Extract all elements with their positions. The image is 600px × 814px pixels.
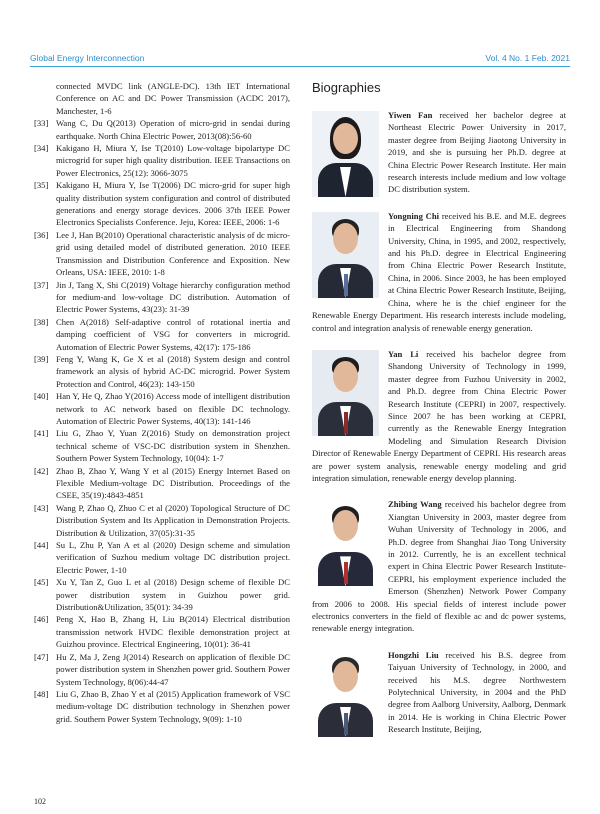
page-number: 102 [34, 797, 46, 806]
biographies-column [312, 80, 566, 750]
journal-name: Global Energy Interconnection [30, 53, 145, 63]
reference-item: [40] Han Y, He Q, Zhao Y(2016) Access mode of intelligent distribution network to AC network based on flexible DC technology. Automation of Electric Power Systems, 40(13): 141-146 [34, 391, 290, 426]
reference-item: [42] Zhao B, Zhao Y, Wang Y et al (2015) Energy Internet Based on Flexible Medium-voltage DC Distribution. Proceedings of the CSEE, 35(19):4843-4851 [34, 465, 290, 501]
reference-item: [43] Wang P, Zhao Q, Zhuo C et al (2020) Topological Structure of DC Distribution System and Its Application in Demonstration Projects. Distribution & Utilization, 37(05):31-35 [34, 502, 290, 538]
reference-item: [35] Kakigano H, Miura Y, Ise T(2006) DC micro-grid for super high quality distribution system configuration and control of distributed generations and energy storage devices. 2006 37th IEEE Power Electronics Specialists Conference. Jeju, Korea: IEEE, 2006: 1-6 [34, 180, 290, 228]
biography-zhibing-wang: Zhibing Wang received his bachelor degree from Xiangtan University in 2003, master degree from Wuhan University of Technology in 2006, and Ph.D. degree from Shanghai Jiao Tong University in 2012. Currently, he is an excellent technical expert in China Electric Power Research Institute-CEPRI, his employment experience included the Emerson (Shenzhen) Network Power Company from 2006 to 2008. His special fields of interest include power electronics converters in the field of flexible ac and dc power systems, renewable energy integration. [312, 499, 566, 634]
reference-item: [46] Peng X, Hao B, Zhang H, Liu B(2014) Electrical distribution transmission network HVDC flexible demonstration project at Guizhou province. Electrical Engineering, 10(01): 36-41 [34, 614, 290, 650]
reference-item: [38] Chen A(2018) Self-adaptive control of rotational inertia and damping coefficient of VSG for converters in microgrid. Automation of Electric Power Systems, 42(17): 175-186 [34, 316, 290, 352]
author-photo [312, 212, 379, 298]
issue-info: Vol. 4 No. 1 Feb. 2021 [485, 53, 570, 63]
biography-yiwen-fan: Yiwen Fan received her bachelor degree at Northeast Electric Power University in 2017, master degree from Beijing Jiaotong University in 2019, and she is pursuing her Ph.D. degree at China Electric Power Research Institute. Her main research interests include medium and low voltage DC distribution system. [312, 109, 566, 196]
biography-yongning-chi: Yongning Chi received his B.E. and M.E. degrees in Electrical Engineering from Shandong University, China, in 1995, and 2002, respectively, and his Ph.D. degree in Electrical Engineering from China Electric Power Research Institute, China, in 2006. Since 2003, he has been employed at China Electric Power Research Institute, Beijing, China, where he is the chief engineer for the Renewable Energy Department. His research interests include modeling, control and integration analysis of renewable energy generation. [312, 210, 566, 333]
biography-hongzhi-liu: Hongzhi Liu received his B.S. degree from Taiyuan University of Technology, in 2000, and received his M.S. degree Northwestern Polytechnical University, in 2004 and the PhD degree from Aalborg University, Aalborg, Denmark in 2014. He is working in China Electric Power Research Institute, Beijing, [312, 649, 566, 736]
reference-item: [33] Wang C, Du Q(2013) Operation of micro-grid in sendai during earthquake. North China Electric Power, 2013(08):56-60 [34, 118, 290, 141]
biographies-heading: Biographies [312, 80, 381, 95]
author-photo [312, 111, 379, 197]
author-photo [312, 500, 379, 586]
reference-item: [34] Kakigano H, Miura Y, Ise T(2010) Low-voltage bipolartype DC microgrid for super high quality distribution. IEEE Transactions on Power Electronics, 25(12): 3066-3075 [34, 143, 290, 178]
reference-item: [37] Jin J, Tang X, Shi C(2019) Voltage hierarchy configuration method for medium-and low-voltage DC distribution. Automation of Electric Power Systems, 43(23): 31-39 [34, 279, 290, 315]
reference-item: [44] Su L, Zhu P, Yan A et al (2020) Design scheme and simulation verification of Suzhou medium voltage DC distribution project. Electric Power, 1-10 [34, 540, 290, 575]
author-photo [312, 350, 379, 436]
biography-yan-li: Yan Li received his bachelor degree from Shandong University of Technology in 1999, master degree from Fuzhou University in 2002, and Ph.D. degree from China Electric Power Research Institute (CEPRI) in 2007, respectively. Since 2007 he has been working at CEPRI, currently as the Renewable Energy Integration Modeling and Simulation Research Division Director of Renewable Energy Department of CEPRI. His research areas are power system analysis, renewable energy modeling and grid integration simulation, renewable energy develop planning. [312, 348, 566, 483]
reference-item: connected MVDC link (ANGLE-DC). 13th IET International Conference on AC and DC Power Transmission (ACDC 2017), Manchester, 1-6 [56, 81, 290, 116]
references-column [34, 80, 290, 725]
reference-item: [47] Hu Z, Ma J, Zeng J(2014) Research on application of flexible DC power distribution system in Shenzhen power grid. Southern Power System Technology, 8(06):44-47 [34, 651, 290, 687]
reference-item: [41] Liu G, Zhao Y, Yuan Z(2016) Study on demonstration project technical scheme of VSC-DC distribution system in Shenzhen. Southern Power System Technology, 10(04): 1-7 [34, 428, 290, 464]
reference-item: [39] Feng Y, Wang K, Ge X et al (2018) System design and control framework an alysis of hybrid AC-DC microgrid. Power System Protection and Control, 46(23): 143-150 [34, 353, 290, 389]
author-photo [312, 651, 379, 737]
running-header [30, 50, 570, 67]
reference-item: [48] Liu G, Zhao B, Zhao Y et al (2015) Application framework of VSC medium-voltage DC distribution technology in Shenzhen power grid. Southern Power System Technology, 9(09): 1-10 [34, 688, 290, 724]
reference-item: [36] Lee J, Han B(2010) Operational characteristic analysis of dc micro-grid using detailed model of distributed generation. 2010 IEEE Transmission and Distribution Conference and Exposition. New Orleans, USA: IEEE, 2010: 1-8 [34, 229, 290, 278]
reference-item: [45] Xu Y, Tan Z, Guo L et al (2018) Design scheme of flexible DC power distribution system in Guizhou power grid. Distribution&Utilization, 35(01): 34-39 [34, 577, 290, 613]
